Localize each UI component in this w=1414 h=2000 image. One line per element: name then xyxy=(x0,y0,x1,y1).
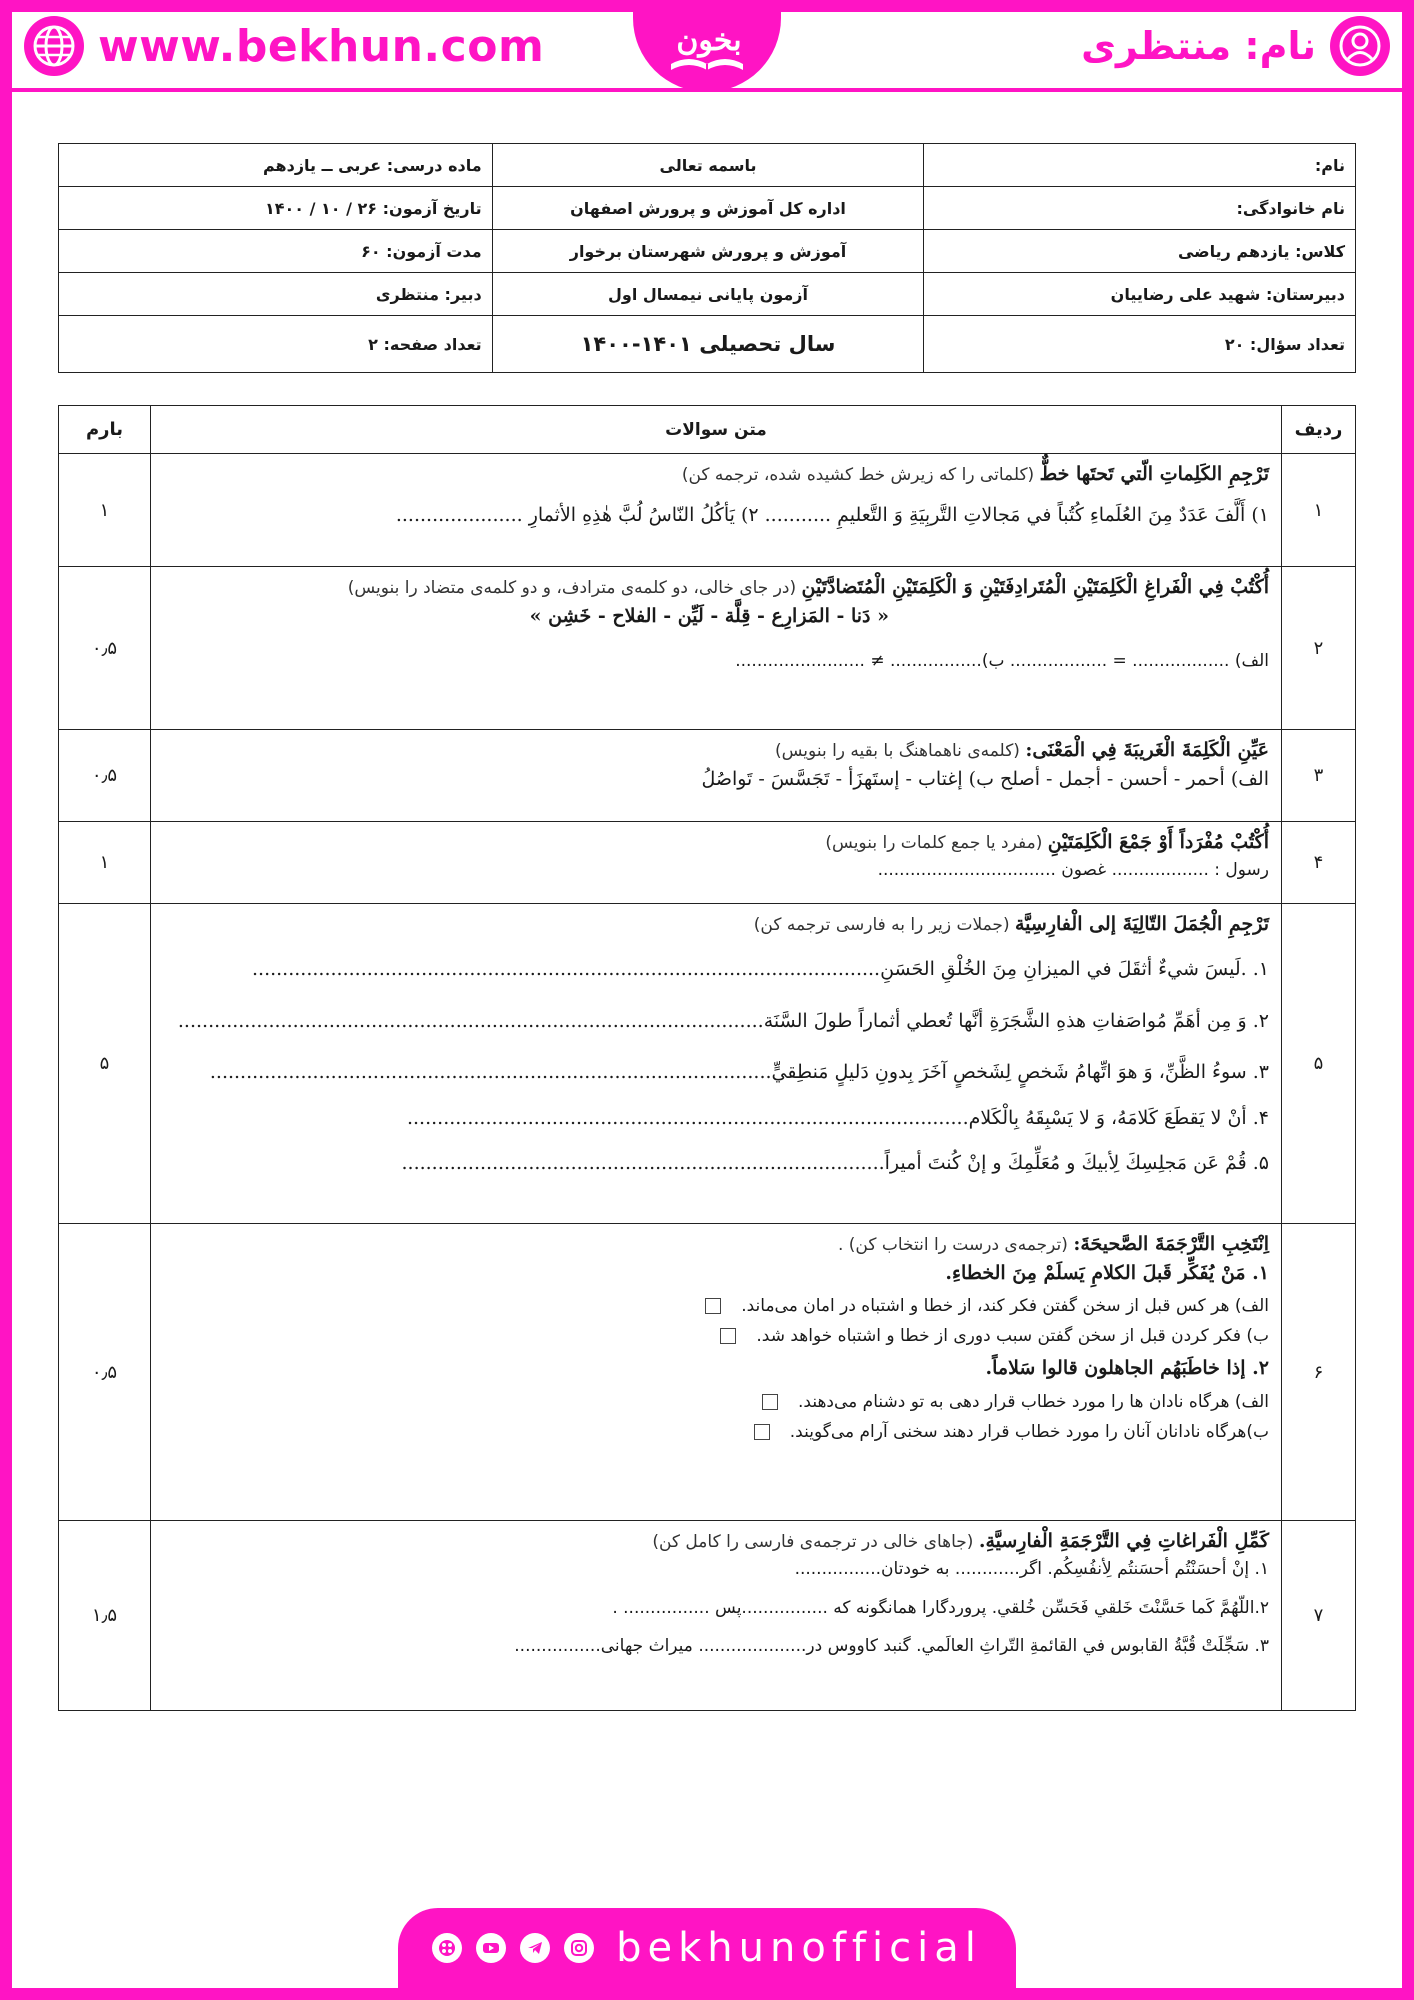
question-score: ۱ xyxy=(59,454,151,567)
globe-icon xyxy=(24,16,84,76)
social-handle[interactable]: bekhunofficial xyxy=(616,1925,982,1971)
question-title: عَيِّنِ الْكَلِمَةَ الْغَريبَةَ فِي الْمَعْنَى: xyxy=(1025,739,1269,761)
organization-city: آموزش و پرورش شهرستان برخوار xyxy=(492,230,924,273)
question-score: ۰٫۵ xyxy=(59,730,151,822)
organization-province: اداره کل آموزش و پرورش اصفهان xyxy=(492,187,924,230)
question-line: ۱) أَلَّفَ عَدَدٌ مِنَ العُلَماءِ كُتُباً في مَجالاتِ التَّربِيَةِ وَ التَّعليمِ ........... ۲) يَأكُلُ النّاسُ لُبَّ هٰذِهِ الأثمارِ ..................... xyxy=(395,504,1269,527)
header-text: متن سوالات xyxy=(151,406,1282,454)
site-link[interactable] xyxy=(24,14,544,78)
question-hint: (ترجمه‌ی درست را انتخاب کن) . xyxy=(837,1235,1068,1255)
question-number: ۶ xyxy=(1282,1224,1356,1521)
question-score: ۰٫۵ xyxy=(59,567,151,730)
telegram-icon[interactable] xyxy=(520,1933,550,1963)
option-1b-checkbox[interactable] xyxy=(720,1328,736,1344)
instagram-icon[interactable] xyxy=(564,1933,594,1963)
question-body xyxy=(151,454,1282,567)
option-row xyxy=(163,1323,1269,1349)
question-score: ۱٫۵ xyxy=(59,1521,151,1711)
question-number: ۴ xyxy=(1282,822,1356,904)
table-header xyxy=(59,406,1356,454)
option-row xyxy=(163,1389,1269,1415)
answer-line: الف) .................. = .................. ب)................. ≠ ........................ xyxy=(735,650,1269,671)
question-line: الف) أحمر - أحسن - أجمل - أصلح ب) إغتاب - إستَهزَأ - تَجَسَّسَ - تَواصُلُ xyxy=(701,768,1269,791)
sentence-item: ۳. سوءُ الظَّنِّ، وَ هوَ اتِّهامُ شَخصٍ لِشَخصٍ آخَرَ بِدونِ دَليلٍ مَنطِقيٍّ............................................................................................. xyxy=(209,1061,1269,1084)
question-row xyxy=(59,822,1356,904)
exam-duration: مدت آزمون: ۶۰ xyxy=(59,230,493,273)
brand-logo xyxy=(633,0,781,92)
student-name xyxy=(1081,14,1390,78)
question-title: تَرْجِمِ الْجُمَلَ التّالِيَةَ إلى الْفارِسِيَّة xyxy=(1014,913,1269,935)
question-row xyxy=(59,904,1356,1224)
question-hint: (در جای خالی، دو کلمه‌ی مترادف، و دو کلمه‌ی متضاد را بنویس) xyxy=(347,578,797,598)
teacher: دبیر: منتظری xyxy=(59,273,493,316)
exam-title: آزمون پایانی نیمسال اول xyxy=(492,273,924,316)
option-2b-checkbox[interactable] xyxy=(754,1424,770,1440)
question-number: ۱ xyxy=(1282,454,1356,567)
question-hint: (کلماتی را که زیرش خط کشیده شده، ترجمه کن) xyxy=(681,465,1035,485)
question-title: اِنْتَخِبِ التَّرْجَمَةَ الصَّحيحَةَ: xyxy=(1073,1233,1269,1255)
sentence-item: ۵. قُمْ عَن مَجلِسِكَ لِأبيكَ و مُعَلِّمِكَ و إنْ كُنتَ أميراً................................................................................ xyxy=(401,1152,1269,1175)
question-hint: (جاهای خالی در ترجمه‌ی فارسی را کامل کن) xyxy=(652,1532,974,1552)
questions-table xyxy=(58,405,1356,1711)
class-field: کلاس: یازدهم ریاضی xyxy=(924,230,1356,273)
question-row xyxy=(59,454,1356,567)
question-line: رسول : .................. غصون ................................. xyxy=(877,860,1269,881)
bismillah: باسمه تعالی xyxy=(492,144,924,187)
header-score: بارم xyxy=(59,406,151,454)
page-count: تعداد صفحه: ۲ xyxy=(59,316,493,373)
book-logo-icon xyxy=(659,8,755,84)
question-body xyxy=(151,1521,1282,1711)
aparat-icon[interactable] xyxy=(432,1933,462,1963)
word-list: « دَنا - المَزارِع - قِلَّة - لَيِّن - الفلاح - خَشِن » xyxy=(529,605,889,628)
question-row xyxy=(59,730,1356,822)
option-row xyxy=(163,1419,1269,1445)
option-2a-checkbox[interactable] xyxy=(762,1394,778,1410)
question-title: أُكْتُبْ مُفْرَداً أَوْ جَمْعَ الْكَلِمَتَيْنِ xyxy=(1047,831,1269,853)
option-row xyxy=(163,1293,1269,1319)
question-title: كَمِّلِ الْفَراغاتِ فِي التَّرْجَمَةِ الْفارِسيَّةِ. xyxy=(978,1530,1269,1552)
student-name-field: نام: xyxy=(924,144,1356,187)
social-footer xyxy=(398,1908,1016,1988)
svg-text:بخون: بخون xyxy=(676,23,742,58)
question-hint: (کلمه‌ی ناهماهنگ با بقیه را بنویس) xyxy=(775,741,1020,761)
fill-item: ۳. سَجِّلَتْ قُبَّةُ القابوس في القائمةِ التّراثِ العالَمي. گنبد کاووس در.................... میراث جهانی................ xyxy=(514,1636,1269,1657)
top-bar xyxy=(0,0,1414,92)
question-row xyxy=(59,1521,1356,1711)
question-number: ۵ xyxy=(1282,904,1356,1224)
option-1a: الف) هر کس قبل از سخن گفتن فکر کند، از خطا و اشتباه در امان می‌ماند. xyxy=(741,1295,1269,1316)
sentence-item: ۱. .لَيسَ شيءٌ أثقَلَ في الميزانِ مِنَ الخُلْقِ الحَسَنِ........................................................................................................ xyxy=(251,958,1269,981)
question-row xyxy=(59,1224,1356,1521)
question-title: أُكْتُبْ فِي الْفَراغِ الْكَلِمَتَيْنِ الْمُتَرادِفَتَيْنِ وَ الْكَلِمَتَيْنِ الْمُتَضادَّتَيْنِ xyxy=(801,576,1269,598)
exam-info-table xyxy=(58,143,1356,373)
question-number: ۳ xyxy=(1282,730,1356,822)
question-score: ۰٫۵ xyxy=(59,1224,151,1521)
fill-item: ۱. إنْ أحسَنْتُم أحسَنتُم لِأنفُسِكُم. اگر............ به خودتان................ xyxy=(794,1559,1269,1580)
family-name-field: نام خانوادگی: xyxy=(924,187,1356,230)
academic-year: سال تحصیلی ۱۴۰۱-۱۴۰۰ xyxy=(492,316,924,373)
subject: ماده درسی: عربی ــ یازدهم xyxy=(59,144,493,187)
site-url[interactable]: www.bekhun.com xyxy=(98,20,545,72)
question-number: ۲ xyxy=(1282,567,1356,730)
fill-item: ۲.اللّهُمَّ كَما حَسَّنْتَ خَلقي فَحَسِّن خُلقي. پروردگارا همانگونه که ................پس ................ . xyxy=(612,1597,1269,1618)
student-name-label: نام: منتظری xyxy=(1081,24,1316,68)
question-body xyxy=(151,567,1282,730)
sentence-item: ۲. وَ مِن أهَمِّ مُواصَفاتِ هذهِ الشَّجَرَةِ أنَّها تُعطي أثماراً طولَ السَّنَة................................................................................................. xyxy=(177,1009,1269,1032)
sentence-2: ۲. إذا خاطَبَهُم الجاهلون قالوا سَلاماً. xyxy=(985,1356,1269,1379)
option-1b: ب) فکر کردن قبل از سخن گفتن سبب دوری از خطا و اشتباه خواهد شد. xyxy=(756,1326,1269,1347)
question-score: ۱ xyxy=(59,822,151,904)
question-body xyxy=(151,822,1282,904)
question-row xyxy=(59,567,1356,730)
sentence-item: ۴. أنْ لا يَقطَعَ كَلامَهُ، وَ لا يَسْبِقَهُ بِالْكَلام............................................................................................. xyxy=(406,1106,1269,1129)
option-2a: الف) هرگاه نادان ها را مورد خطاب قرار دهی به تو دشنام می‌دهند. xyxy=(798,1392,1269,1412)
exam-date: تاریخ آزمون: ۲۶ / ۱۰ / ۱۴۰۰ xyxy=(59,187,493,230)
question-hint: (جملات زیر را به فارسی ترجمه کن) xyxy=(753,915,1010,935)
sentence-1: ۱. مَنْ يُفَكِّر قَبلَ الكلامِ يَسلَمْ مِنَ الخطاءِ. xyxy=(945,1262,1269,1285)
question-body xyxy=(151,1224,1282,1521)
option-1a-checkbox[interactable] xyxy=(705,1298,721,1314)
question-count: تعداد سؤال: ۲۰ xyxy=(924,316,1356,373)
youtube-icon[interactable] xyxy=(476,1933,506,1963)
question-body xyxy=(151,730,1282,822)
question-title: تَرْجِمِ الكَلِماتِ الّتي تَحتَها خطٌّ xyxy=(1039,463,1269,485)
question-number: ۷ xyxy=(1282,1521,1356,1711)
school-field: دبیرستان: شهید علی رضاییان xyxy=(924,273,1356,316)
user-icon xyxy=(1330,16,1390,76)
question-body xyxy=(151,904,1282,1224)
header-row: ردیف xyxy=(1282,406,1356,454)
question-hint: (مفرد یا جمع کلمات را بنویس) xyxy=(825,833,1043,853)
option-2b: ب)هرگاه نادانان آنان را مورد خطاب قرار دهند سخنی آرام می‌گویند. xyxy=(789,1422,1269,1443)
question-score: ۵ xyxy=(59,904,151,1224)
